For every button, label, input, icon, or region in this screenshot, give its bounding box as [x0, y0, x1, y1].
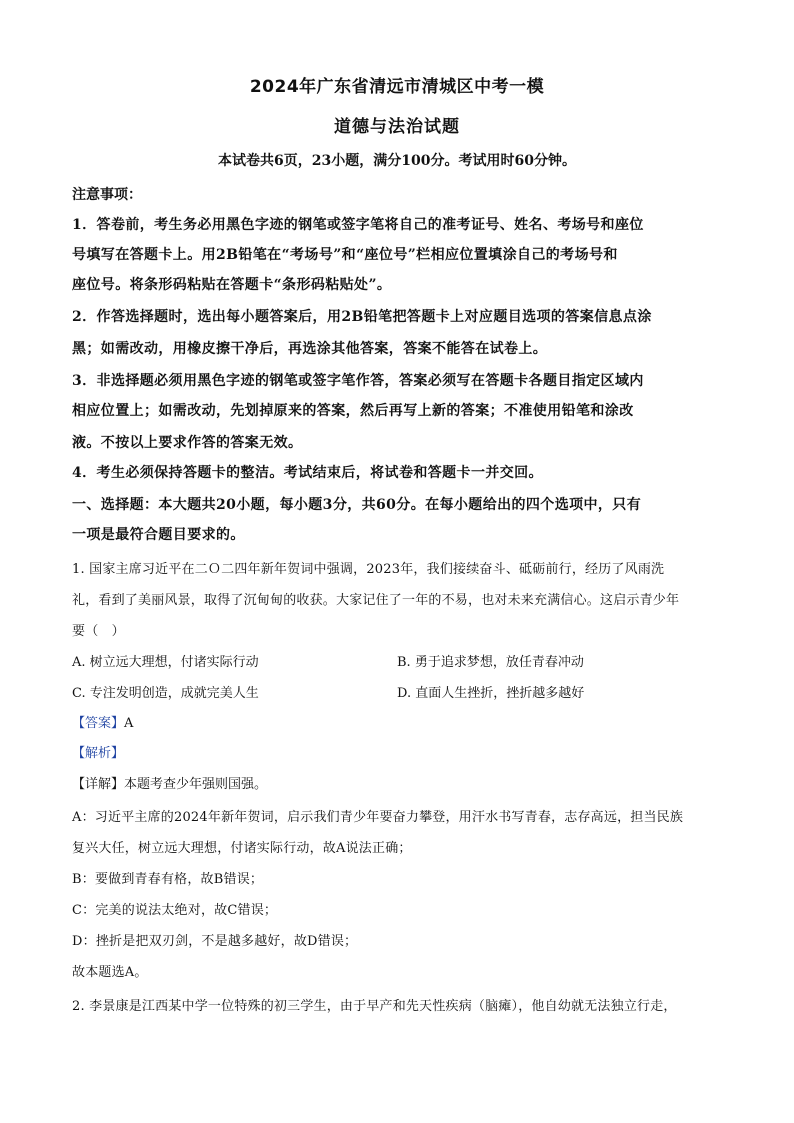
question-1-option-c: C. 专注发明创造，成就完美人生 [72, 686, 259, 701]
detail-tag: 【详解】 [72, 777, 125, 792]
notice-line: 座位号。将条形码粘贴在答题卡“条形码粘贴处”。 [72, 277, 392, 293]
question-1-stem: 礼，看到了美丽风景，取得了沉甸甸的收获。大家记住了一年的不易，也对未来充满信心。这启示青少年 [72, 593, 680, 608]
answer-tag: 【答案】 [72, 716, 125, 731]
exam-subtitle: 道德与法治试题 [334, 117, 460, 137]
notice-line: 液。不按以上要求作答的答案无效。 [72, 435, 303, 451]
explanation-line: A：习近平主席的2024年新年贺词，启示我们青少年要奋力攀登，用汗水书写青春，志存高远，担当民族 [72, 810, 684, 825]
analysis-label: 【解析】 [72, 746, 125, 761]
notice-line: 4．考生必须保持答题卡的整洁。考试结束后，将试卷和答题卡一并交回。 [72, 465, 543, 481]
detail-text: 本题考查少年强则国强。 [124, 777, 268, 792]
exam-info: 本试卷共6页，23小题，满分100分。考试用时60分钟。 [218, 153, 576, 169]
exam-title: 2024年广东省清远市清城区中考一模 [249, 77, 545, 97]
question-1-stem: 1. 国家主席习近平在二Ｏ二四年新年贺词中强调，2023年，我们接续奋斗、砥砺前行，经历了风雨洗 [72, 562, 665, 577]
detail-label [72, 773, 267, 792]
question-2-stem: 2. 李景康是江西某中学一位特殊的初三学生，由于早产和先天性疾病（脑瘫），他自幼就无法独立行走， [72, 999, 677, 1014]
explanation-line: D：挫折是把双刃剑，不是越多越好，故D错误； [72, 934, 358, 949]
notice-line: 黑；如需改动，用橡皮擦干净后，再选涂其他答案，答案不能答在试卷上。 [72, 341, 548, 357]
answer-label [72, 712, 133, 731]
notice-line: 2．作答选择题时，选出每小题答案后，用2B铅笔把答题卡上对应题目选项的答案信息点涂 [72, 309, 652, 325]
question-1-stem: 要（ ） [72, 624, 125, 639]
answer-value: A [124, 716, 134, 731]
explanation-line: 故本题选A。 [72, 965, 148, 980]
notice-heading: 注意事项： [72, 187, 142, 203]
question-1-option-b: B. 勇于追求梦想，放任青春冲动 [397, 655, 584, 670]
section-heading: 一、选择题：本大题共20小题，每小题3分，共60分。在每小题给出的四个选项中，只有 [72, 497, 642, 513]
section-heading: 一项是最符合题目要求的。 [72, 527, 245, 543]
notice-line: 1．答卷前，考生务必用黑色字迹的钢笔或签字笔将自己的准考证号、姓名、考场号和座位 [72, 217, 644, 233]
explanation-line: C：完美的说法太绝对，故C错误； [72, 903, 278, 918]
notice-line: 相应位置上；如需改动，先划掉原来的答案，然后再写上新的答案；不准使用铅笔和涂改 [72, 403, 634, 419]
question-1-option-d: D. 直面人生挫折，挫折越多越好 [397, 686, 585, 701]
notice-line: 号填写在答题卡上。用2B铅笔在“考场号”和“座位号”栏相应位置填涂自己的考场号和 [72, 247, 618, 263]
explanation-line: 复兴大任，树立远大理想，付诸实际行动，故A说法正确； [72, 841, 412, 856]
question-1-option-a: A. 树立远大理想，付诸实际行动 [72, 655, 259, 670]
explanation-line: B：要做到青春有格，故B错误； [72, 872, 264, 887]
notice-line: 3．非选择题必须用黑色字迹的钢笔或签字笔作答，答案必须写在答题卡各题目指定区域内 [72, 373, 644, 389]
